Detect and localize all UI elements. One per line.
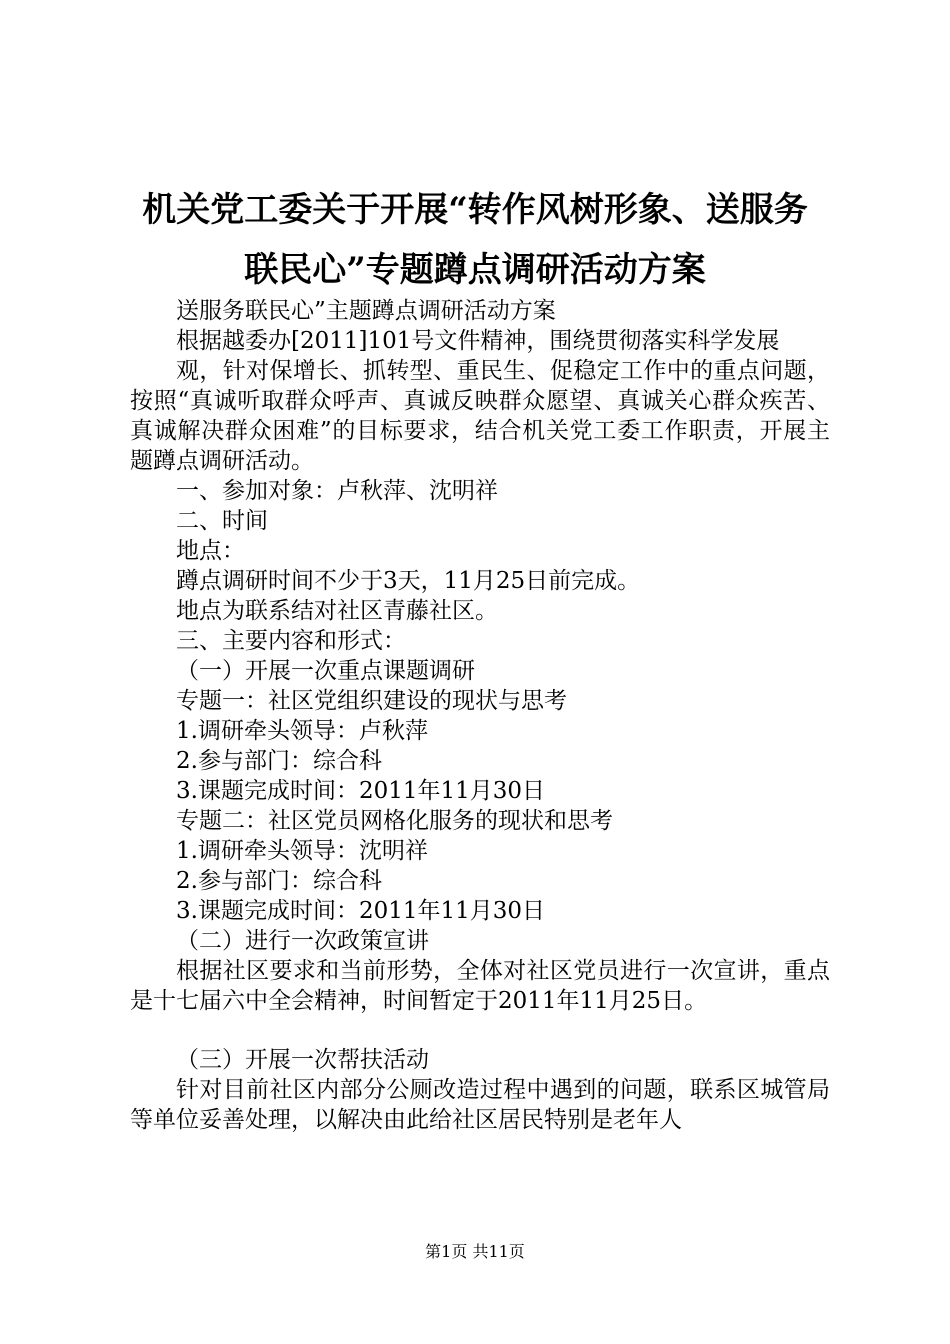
page-number: 第1页 共11页 bbox=[425, 1242, 525, 1261]
topic-one-deadline: 3.课题完成时间：2011年11月30日 bbox=[176, 778, 546, 804]
topic-two: 专题二：社区党员网格化服务的现状和思考 bbox=[176, 808, 613, 834]
paragraph-subtitle: 送服务联民心”主题蹲点调研活动方案 bbox=[176, 298, 556, 324]
topic-two-department: 2.参与部门：综合科 bbox=[176, 868, 382, 894]
paragraph-location: 地点为联系结对社区青藤社区。 bbox=[176, 598, 498, 624]
subsection-assistance: （三）开展一次帮扶活动 bbox=[176, 1047, 429, 1073]
subsection-policy: （二）进行一次政策宣讲 bbox=[176, 928, 429, 954]
topic-two-deadline: 3.课题完成时间：2011年11月30日 bbox=[176, 898, 546, 924]
document-title-line-2: 联民心”专题蹲点调研活动方案 bbox=[244, 250, 706, 290]
topic-one-leader: 1.调研牵头领导：卢秋萍 bbox=[176, 718, 428, 744]
paragraph-duration: 蹲点调研时间不少于3天，11月25日前完成。 bbox=[176, 568, 641, 594]
section-location-label: 地点： bbox=[176, 538, 245, 564]
document-body bbox=[130, 296, 830, 1135]
paragraph-basis: 根据越委办[2011]101号文件精神，围绕贯彻落实科学发展 bbox=[176, 328, 780, 354]
paragraph-purpose: 观，针对保增长、抓转型、重民生、促稳定工作中的重点问题，按照“真诚听取群众呼声、真诚反映群众愿望、真诚关心群众疾苦、真诚解决群众困难”的目标要求，结合机关党工委工作职责，开展主题蹲点调研活动。 bbox=[130, 358, 830, 474]
paragraph-policy: 根据社区要求和当前形势，全体对社区党员进行一次宣讲，重点是十七届六中全会精神，时间暂定于2011年11月25日。 bbox=[130, 958, 830, 1014]
section-content: 三、主要内容和形式： bbox=[176, 628, 406, 654]
document-title-line-1: 机关党工委关于开展“转作风树形象、送服务 bbox=[142, 190, 808, 230]
topic-two-leader: 1.调研牵头领导：沈明祥 bbox=[176, 838, 428, 864]
paragraph-gap bbox=[130, 1016, 830, 1045]
paragraph-assistance: 针对目前社区内部分公厕改造过程中遇到的问题，联系区城管局等单位妥善处理，以解决由此给社区居民特别是老年人 bbox=[130, 1077, 830, 1133]
subsection-research: （一）开展一次重点课题调研 bbox=[176, 658, 475, 684]
topic-one: 专题一：社区党组织建设的现状与思考 bbox=[176, 688, 567, 714]
section-time: 二、时间 bbox=[176, 508, 268, 534]
section-participants: 一、参加对象：卢秋萍、沈明祥 bbox=[176, 478, 498, 504]
topic-one-department: 2.参与部门：综合科 bbox=[176, 748, 382, 774]
